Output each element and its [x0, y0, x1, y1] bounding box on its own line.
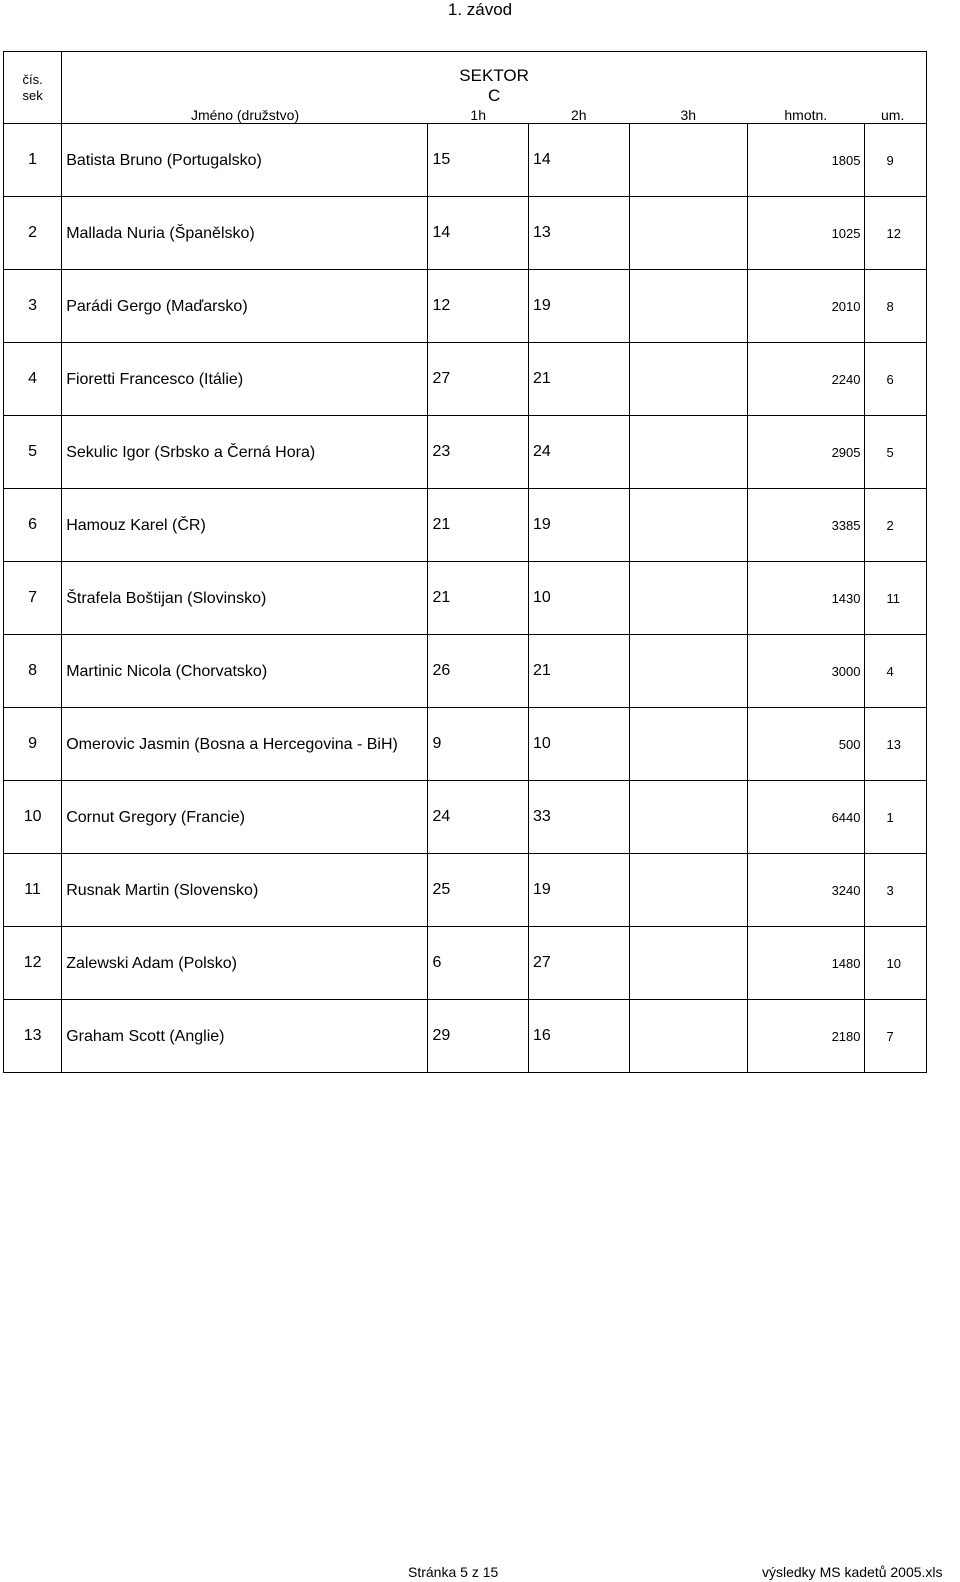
table-row	[4, 416, 927, 489]
cell-h1: 23	[428, 416, 529, 489]
table-row	[4, 1000, 927, 1073]
cell-h3	[629, 854, 748, 927]
cell-name: Graham Scott (Anglie)	[62, 1000, 428, 1073]
cell-rank: 8	[864, 270, 927, 343]
cell-name: Zalewski Adam (Polsko)	[62, 927, 428, 1000]
header-h2: 2h	[528, 106, 629, 124]
cell-name: Batista Bruno (Portugalsko)	[62, 124, 428, 197]
footer-file-name: výsledky MS kadetů 2005.xls	[762, 1564, 943, 1580]
cell-h2: 10	[528, 708, 629, 781]
cell-name: Omerovic Jasmin (Bosna a Hercegovina - BiH)	[62, 708, 428, 781]
table-row	[4, 781, 927, 854]
header-no-line2: sek	[22, 87, 43, 103]
header-h3: 3h	[629, 106, 748, 124]
cell-h3	[629, 562, 748, 635]
cell-sector-number: 8	[4, 635, 62, 708]
cell-sector-number: 4	[4, 343, 62, 416]
cell-name: Mallada Nuria (Španělsko)	[62, 197, 428, 270]
cell-h1: 26	[428, 635, 529, 708]
cell-weight: 3240	[748, 854, 864, 927]
cell-weight: 1480	[748, 927, 864, 1000]
sector-label: SEKTOR	[459, 65, 529, 85]
cell-weight: 2905	[748, 416, 864, 489]
cell-sector-number: 11	[4, 854, 62, 927]
cell-h2: 13	[528, 197, 629, 270]
cell-h3	[629, 781, 748, 854]
cell-rank: 10	[864, 927, 927, 1000]
cell-h2: 14	[528, 124, 629, 197]
header-no-line1: čís.	[22, 71, 43, 87]
footer-page-info: Stránka 5 z 15	[408, 1564, 499, 1580]
cell-h1: 9	[428, 708, 529, 781]
table-row	[4, 708, 927, 781]
table-row	[4, 489, 927, 562]
cell-weight: 3000	[748, 635, 864, 708]
header-sector-number	[4, 52, 62, 124]
cell-h1: 6	[428, 927, 529, 1000]
cell-h2: 19	[528, 270, 629, 343]
cell-name: Parádi Gergo (Maďarsko)	[62, 270, 428, 343]
cell-weight: 3385	[748, 489, 864, 562]
cell-rank: 11	[864, 562, 927, 635]
cell-h1: 24	[428, 781, 529, 854]
header-rank: um.	[864, 106, 927, 124]
cell-weight: 500	[748, 708, 864, 781]
header-weight: hmotn.	[748, 106, 864, 124]
cell-h1: 12	[428, 270, 529, 343]
cell-rank: 6	[864, 343, 927, 416]
cell-sector-number: 5	[4, 416, 62, 489]
cell-weight: 2010	[748, 270, 864, 343]
cell-rank: 12	[864, 197, 927, 270]
cell-h1: 27	[428, 343, 529, 416]
cell-sector-number: 3	[4, 270, 62, 343]
cell-rank: 2	[864, 489, 927, 562]
cell-name: Sekulic Igor (Srbsko a Černá Hora)	[62, 416, 428, 489]
cell-h3	[629, 635, 748, 708]
table-row	[4, 927, 927, 1000]
table-row	[4, 197, 927, 270]
cell-sector-number: 9	[4, 708, 62, 781]
table-row	[4, 562, 927, 635]
cell-weight: 1430	[748, 562, 864, 635]
cell-sector-number: 10	[4, 781, 62, 854]
cell-h3	[629, 343, 748, 416]
cell-h2: 33	[528, 781, 629, 854]
results-table	[3, 51, 927, 1073]
table-row	[4, 124, 927, 197]
cell-h2: 19	[528, 489, 629, 562]
cell-rank: 1	[864, 781, 927, 854]
header-h1: 1h	[428, 106, 529, 124]
cell-h3	[629, 489, 748, 562]
cell-h3	[629, 708, 748, 781]
cell-sector-number: 2	[4, 197, 62, 270]
table-row	[4, 635, 927, 708]
cell-h2: 19	[528, 854, 629, 927]
cell-rank: 5	[864, 416, 927, 489]
cell-h2: 21	[528, 343, 629, 416]
cell-rank: 9	[864, 124, 927, 197]
cell-name: Hamouz Karel (ČR)	[62, 489, 428, 562]
cell-h3	[629, 270, 748, 343]
cell-rank: 3	[864, 854, 927, 927]
cell-h1: 21	[428, 562, 529, 635]
cell-weight: 6440	[748, 781, 864, 854]
cell-rank: 4	[864, 635, 927, 708]
cell-weight: 2240	[748, 343, 864, 416]
cell-name: Fioretti Francesco (Itálie)	[62, 343, 428, 416]
cell-h3	[629, 927, 748, 1000]
cell-sector-number: 1	[4, 124, 62, 197]
table-row	[4, 270, 927, 343]
header-name: Jméno (družstvo)	[62, 106, 428, 124]
cell-rank: 13	[864, 708, 927, 781]
cell-name: Štrafela Boštijan (Slovinsko)	[62, 562, 428, 635]
header-row-sector	[4, 52, 927, 106]
header-sector	[62, 52, 927, 106]
cell-h2: 27	[528, 927, 629, 1000]
cell-rank: 7	[864, 1000, 927, 1073]
cell-sector-number: 6	[4, 489, 62, 562]
cell-h2: 10	[528, 562, 629, 635]
cell-h3	[629, 124, 748, 197]
cell-name: Cornut Gregory (Francie)	[62, 781, 428, 854]
page-title: 1. závod	[447, 0, 513, 19]
cell-sector-number: 12	[4, 927, 62, 1000]
cell-h3	[629, 1000, 748, 1073]
cell-weight: 2180	[748, 1000, 864, 1073]
sector-value: C	[487, 85, 501, 105]
cell-name: Rusnak Martin (Slovensko)	[62, 854, 428, 927]
cell-h2: 24	[528, 416, 629, 489]
cell-sector-number: 13	[4, 1000, 62, 1073]
cell-h1: 21	[428, 489, 529, 562]
cell-sector-number: 7	[4, 562, 62, 635]
cell-h2: 21	[528, 635, 629, 708]
cell-h1: 14	[428, 197, 529, 270]
cell-weight: 1025	[748, 197, 864, 270]
cell-h2: 16	[528, 1000, 629, 1073]
cell-h3	[629, 197, 748, 270]
cell-weight: 1805	[748, 124, 864, 197]
cell-h1: 25	[428, 854, 529, 927]
header-row-columns	[4, 106, 927, 124]
cell-h1: 15	[428, 124, 529, 197]
cell-name: Martinic Nicola (Chorvatsko)	[62, 635, 428, 708]
cell-h1: 29	[428, 1000, 529, 1073]
table-row	[4, 343, 927, 416]
table-row	[4, 854, 927, 927]
cell-h3	[629, 416, 748, 489]
